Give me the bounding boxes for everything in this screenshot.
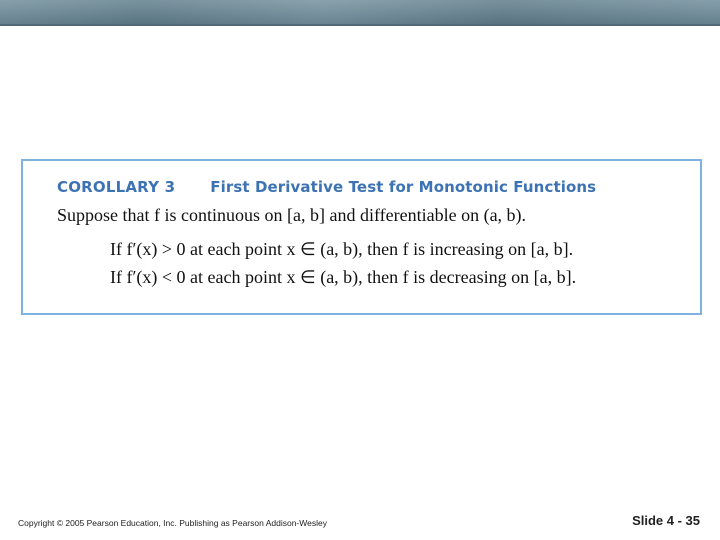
corollary-hypothesis: Suppose that f is continuous on [a, b] and differentiable on (a, b). — [57, 205, 527, 225]
copyright-notice: Copyright © 2005 Pearson Education, Inc. Publishing as Pearson Addison-Wesley — [18, 518, 327, 528]
corollary-heading — [57, 178, 596, 198]
slide-number: Slide 4 - 35 — [632, 513, 700, 528]
corollary-label: COROLLARY 3 — [57, 178, 176, 196]
decreasing-condition: If f′(x) < 0 at each point x ∈ (a, b), then f is decreasing on [a, b]. — [110, 267, 577, 287]
increasing-condition: If f′(x) > 0 at each point x ∈ (a, b), then f is increasing on [a, b]. — [110, 239, 574, 259]
top-banner — [0, 0, 720, 26]
corollary-title: First Derivative Test for Monotonic Functions — [210, 178, 597, 196]
